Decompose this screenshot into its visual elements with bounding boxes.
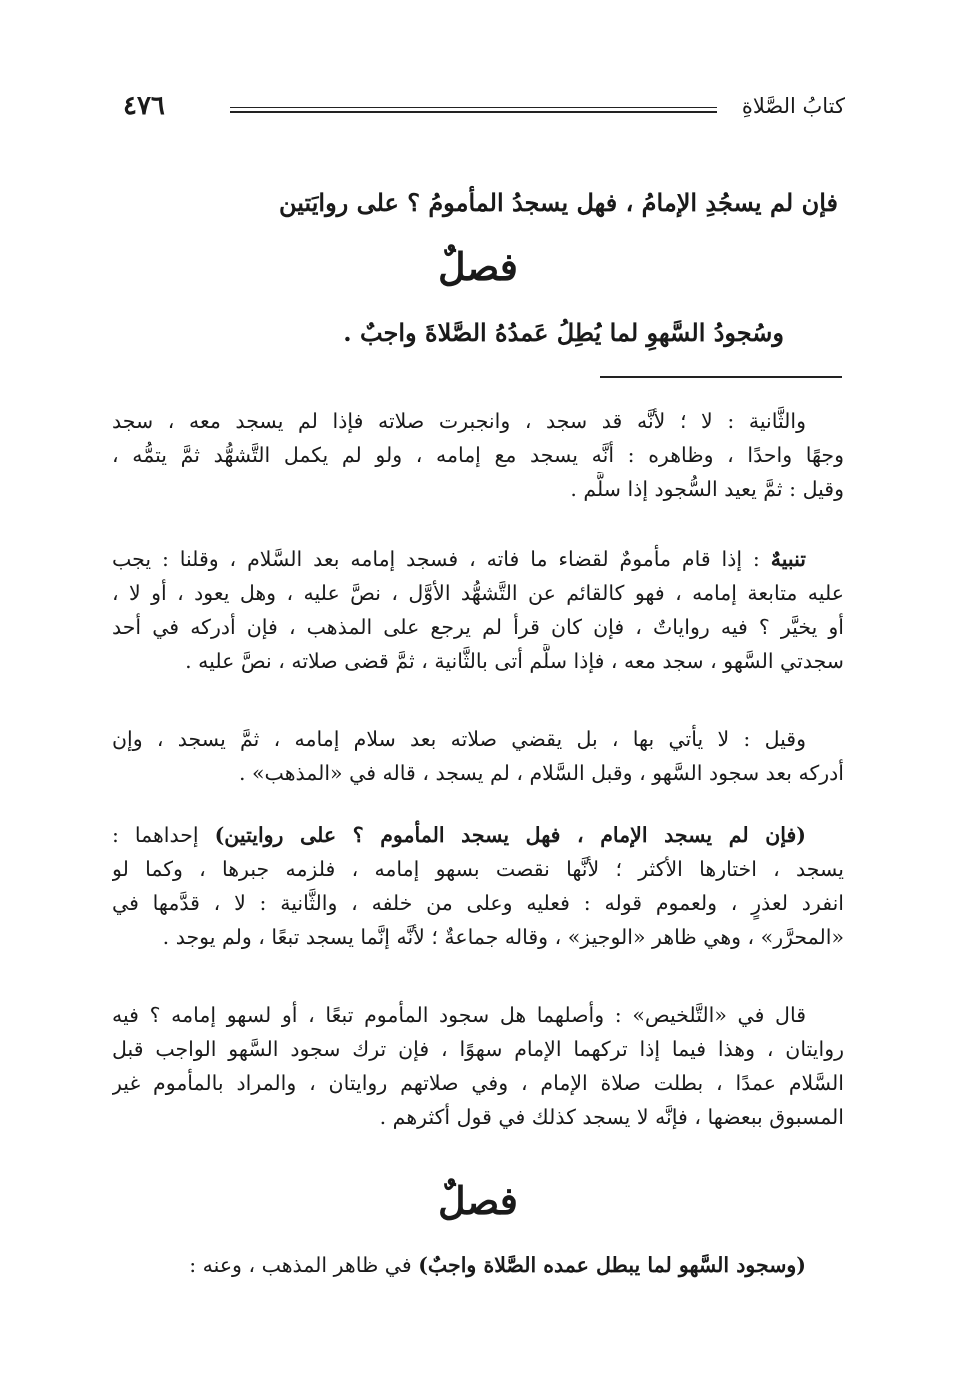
text-line: تنبيهٌ : إذا قام مأمومٌ لقضاء ما فاته ، فسجد إمامه بعد السَّلام ، وقلنا : يجب: [112, 547, 806, 571]
page-header: [105, 92, 845, 132]
text-line: (وسجود السَّهو لما يبطل عمده الصَّلاة واجبٌ) في ظاهر المذهب ، وعنه :: [189, 1253, 806, 1277]
text-line: سجدتي السَّهو ، سجد معه ، فإذا سلَّم أتى بالثَّانية ، ثمَّ قضى صلاته ، نصَّ عليه .: [185, 649, 844, 673]
text-line: وجهًا واحدًا ، وظاهره : أنَّه يسجد مع إمامه ، ولو لم يكمل التَّشهُّد ثمَّ يتمُّه ،: [112, 443, 844, 467]
note-label: تنبيهٌ: [770, 547, 806, 571]
section-heading-2: فصلٌ: [438, 1178, 518, 1223]
commentary-paragraph-4: [112, 818, 844, 954]
text-line: المسبوق ببعضها ، فإنَّه لا يسجد كذلك في قول أكثرهم .: [379, 1105, 844, 1129]
commentary-paragraph-2: [112, 542, 844, 678]
text-line: عليه متابعة إمامه ، فهو كالقائم عن التَّشهُّد الأوَّل ، نصَّ عليه ، وهل يعود ، أو لا ،: [112, 581, 844, 605]
text-line: (فإن لم يسجد الإمام ، فهل يسجد المأموم ؟ على روايتين) إحداهما :: [112, 823, 806, 847]
text-line: أدركه بعد سجود السَّهو ، وقبل السَّلام ، لم يسجد ، قاله في «المذهب» .: [238, 761, 844, 785]
text-line: أو يخيَّر ؟ فيه رواياتٌ ، فإن كان قرأ لم يرجع على المذهب ، فإن أدركه في أحد: [112, 615, 844, 639]
text-line: روايتان ، وهذا فيما إذا تركهما الإمام سهوًا ، فإن ترك سجود السَّهو الواجب قبل: [112, 1037, 844, 1061]
quoted-matn: (فإن لم يسجد الإمام ، فهل يسجد المأموم ؟ على روايتين): [214, 823, 806, 847]
running-title: كتابُ الصَّلاةِ: [741, 94, 845, 118]
text-line: «المحرَّر» ، وهي ظاهر «الوجيز» ، وقاله جماعةٌ ؛ لأنَّه إنَّما يسجد تبعًا ، ولم يوجد .: [162, 925, 844, 949]
text-line: انفرد لعذرٍ ، ولعموم قوله : فعليه وعلى من خلفه ، والثَّانية : لا ، قدَّمها في: [112, 891, 844, 915]
quoted-matn: (وسجود السَّهو لما يبطل عمده الصَّلاة واجبٌ): [418, 1253, 806, 1277]
text-line: قال في «التَّلخيص» : وأصلهما هل سجود المأموم تبعًا ، أو لسهو إمامه ؟ فيه: [112, 1003, 806, 1027]
page-number: ٤٧٦: [123, 91, 165, 121]
commentary-paragraph-3: [112, 722, 844, 790]
commentary-paragraph-6: [112, 1248, 844, 1282]
text-line: يسجد ، اختارها الأكثر ؛ لأنَّها نقصت بسهو إمامه ، فلزمه جبرها ، وكما لو: [112, 857, 844, 881]
matn-line-1: فإن لم يسجُدِ الإمامُ ، فهل يسجدُ المأمومُ ؟ على روايَتين: [278, 188, 838, 217]
separator-rule: [600, 376, 842, 378]
commentary-paragraph-5: [112, 998, 844, 1134]
section-heading-1: فصلٌ: [438, 244, 518, 289]
text-line: وقيل : لا يأتي بها ، بل يقضي صلاته بعد سلام إمامه ، ثمَّ يسجد ، وإن: [112, 727, 806, 751]
commentary-paragraph-1: [112, 404, 844, 506]
text-line: السَّلام عمدًا ، بطلت صلاة الإمام ، وفي صلاتهم روايتان ، والمراد بالمأموم غير: [112, 1071, 844, 1095]
text-line: وقيل : ثمَّ يعيد السُّجود إذا سلَّم .: [570, 477, 844, 501]
text-line: والثَّانية : لا ؛ لأنَّه قد سجد ، وانجبرت صلاته فإذا لم يسجد معه ، سجد: [112, 409, 806, 433]
matn-line-2: وسُجودُ السَّهوِ لما يُطِلُ عَمدُهُ الصَّلاةَ واجبٌ .: [343, 318, 784, 347]
header-rule: [230, 107, 717, 113]
